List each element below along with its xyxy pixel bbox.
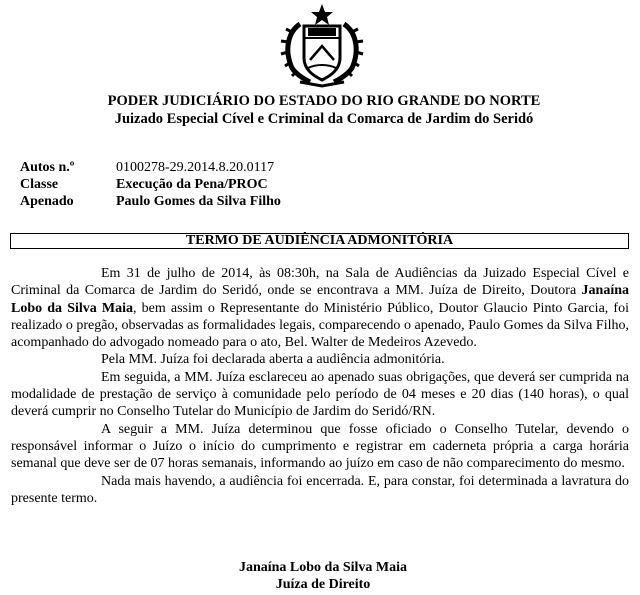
paragraph-obligations: Em seguida, a MM. Juíza esclareceu ao apenado suas obrigações, que deverá ser cumprida na modalidade de prestação de serviço à comunidade pelo período de 04 meses e 20 dias (140 horas), o qual deverá cumprir no Conselho Tutelar do Município de Jardim do Seridó/RN. xyxy=(11,369,629,420)
paragraph-opening-text-b: , bem assim o Representante do Ministério Público, Doutor Glaucio Pinto Garcia, foi realizado o pregão, observadas as formalidades legais, comparecendo o apenado, Paulo Gomes da Silva Filho, acompanhado do advogado nomeado para o ato, Bel. Walter de Medeiros Azevedo. xyxy=(11,300,629,351)
defendant-row xyxy=(20,193,281,210)
court-division: Juizado Especial Cível e Criminal da Comarca de Jardim do Seridó xyxy=(114,111,534,127)
case-class-row xyxy=(20,176,281,193)
case-number-value: 0100278-29.2014.8.20.0117 xyxy=(116,160,275,175)
document-title: TERMO DE AUDIÊNCIA ADMONITÓRIA xyxy=(10,233,629,249)
signature-role: Juíza de Direito xyxy=(275,577,371,592)
paragraph-closing: Nada mais havendo, a audiência foi encerrada. E, para constar, foi determinada a lavratura do presente termo. xyxy=(11,473,629,506)
case-class-value: Execução da Pena/PROC xyxy=(116,177,268,192)
case-class-label: Classe xyxy=(20,177,59,192)
signature-name: Janaína Lobo da Silva Maia xyxy=(238,560,408,575)
document-body xyxy=(11,265,629,507)
defendant-value: Paulo Gomes da Silva Filho xyxy=(116,194,281,209)
case-info xyxy=(20,159,281,210)
coat-of-arms-icon xyxy=(270,2,374,88)
paragraph-determination: A seguir a MM. Juíza determinou que fosse oficiado o Conselho Tutelar, devendo o responsável informar o Juízo o início do cumprimento e registrar em caderneta própria a carga horária semanal que deve ser de 07 horas semanais, informando ao juízo em caso de não comparecimento do mesmo. xyxy=(11,421,629,472)
paragraph-opening-declaration: Pela MM. Juíza foi declarada aberta a audiência admonitória. xyxy=(101,352,445,368)
paragraph-opening xyxy=(11,265,629,351)
defendant-label: Apenado xyxy=(20,194,74,209)
paragraph-opening-text-a: Em 31 de julho de 2014, às 08:30h, na Sala de Audiências da Juizado Especial Cível e Criminal da Comarca de Jardim do Seridó, onde se encontrava a MM. Juíza de Direito, Doutora xyxy=(11,266,629,299)
judge-name-inline: Janaína Lobo da Silva Maia xyxy=(11,283,629,316)
court-name: PODER JUDICIÁRIO DO ESTADO DO RIO GRANDE DO NORTE xyxy=(107,93,541,109)
case-number-label: Autos n.º xyxy=(20,160,75,175)
case-number-row xyxy=(20,159,281,176)
